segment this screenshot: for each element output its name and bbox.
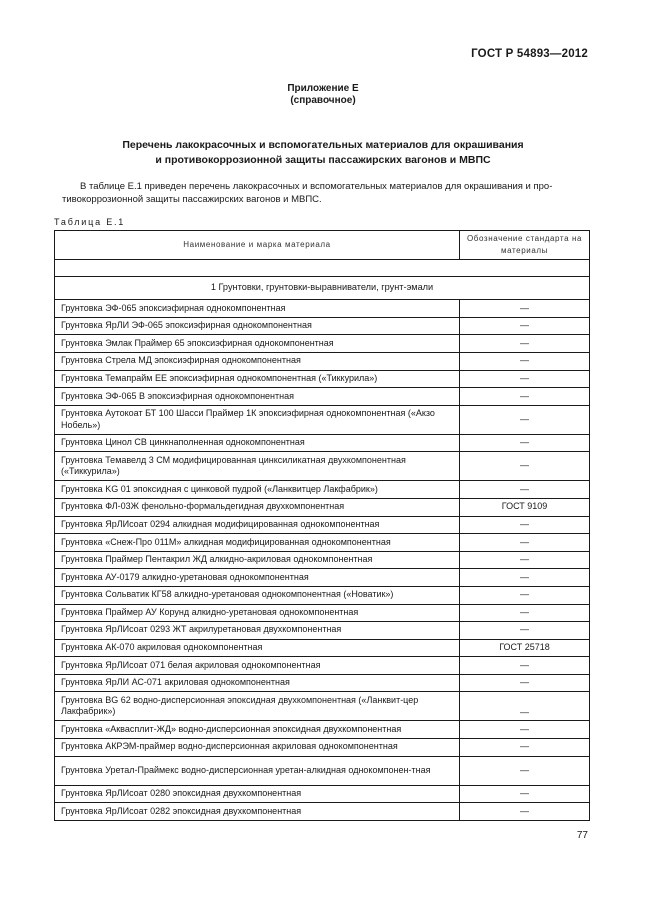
table-row [55, 452, 590, 481]
material-name-cell: Грунтовка Стрела МД эпоксиэфирная однокомпонентная [55, 352, 460, 370]
standard-cell: — [460, 803, 590, 821]
standard-code: ГОСТ Р 54893—2012 [471, 48, 588, 60]
header-material-name: Наименование и марка материала [55, 231, 460, 260]
material-name-cell: Грунтовка АУ-0179 алкидно-уретановая однокомпонентная [55, 569, 460, 587]
table-row [55, 481, 590, 499]
standard-cell: — [460, 481, 590, 499]
table-row [55, 551, 590, 569]
material-name-cell: Грунтовка «Аквасплит-ЖД» водно-дисперсионная эпоксидная двухкомпонентная [55, 721, 460, 739]
table-row [55, 516, 590, 534]
standard-cell: — [460, 674, 590, 692]
material-name-cell: Грунтовка KG 01 эпоксидная с цинковой пудрой («Ланквитцер Лакфабрик») [55, 481, 460, 499]
standard-cell: — [460, 785, 590, 803]
standard-cell: — [460, 551, 590, 569]
table-row [55, 692, 590, 721]
table-row [55, 586, 590, 604]
table-row [55, 785, 590, 803]
appendix-subtitle: (справочное) [290, 95, 356, 106]
table-row [55, 434, 590, 452]
standard-cell: — [460, 317, 590, 335]
material-name-cell: Грунтовка Цинол СВ цинкнаполненная однокомпонентная [55, 434, 460, 452]
material-name-cell: Грунтовка ЯрЛИ АС-071 акриловая однокомпонентная [55, 674, 460, 692]
standard-cell: ГОСТ 9109 [460, 498, 590, 516]
table-row [55, 639, 590, 657]
standard-cell: — [460, 370, 590, 388]
material-name-cell: Грунтовка Темапрайм ЕЕ эпоксиэфирная однокомпонентная («Тиккурила») [55, 370, 460, 388]
table-row [55, 756, 590, 785]
standard-cell: — [460, 569, 590, 587]
material-name-cell: Грунтовка Праймер АУ Корунд алкидно-уретановая однокомпонентная [55, 604, 460, 622]
standard-cell: ГОСТ 25718 [460, 639, 590, 657]
materials-table [54, 230, 590, 821]
table-row [55, 569, 590, 587]
standard-cell: — [460, 756, 590, 785]
table-row [55, 721, 590, 739]
material-name-cell: Грунтовка АКРЭМ-праймер водно-дисперсионная акриловая однокомпонентная [55, 739, 460, 757]
table-row [55, 657, 590, 675]
standard-cell: — [460, 352, 590, 370]
material-name-cell: Грунтовка ЯрЛИсоат 0280 эпоксидная двухкомпонентная [55, 785, 460, 803]
intro-paragraph-line-1: В таблице Е.1 приведен перечень лакокрасочных и вспомогательных материалов для окрашивания и про- [80, 181, 553, 192]
table-row [55, 300, 590, 318]
material-name-cell: Грунтовка Праймер Пентакрил ЖД алкидно-акриловая однокомпонентная [55, 551, 460, 569]
standard-cell: — [460, 388, 590, 406]
table-row [55, 739, 590, 757]
material-name-cell: Грунтовка Аутокоат БТ 100 Шасси Праймер 1К эпоксиэфирная однокомпонентная («Акзо Нобель») [55, 405, 460, 434]
standard-cell: — [460, 692, 590, 721]
material-name-cell: Грунтовка «Снеж-Про 011М» алкидная модифицированная однокомпонентная [55, 534, 460, 552]
table-row [55, 604, 590, 622]
table-row [55, 803, 590, 821]
standard-cell: — [460, 405, 590, 434]
material-name-cell: Грунтовка BG 62 водно-дисперсионная эпоксидная двухкомпонентная («Ланквит-цер Лакфабрик») [55, 692, 460, 721]
table-row [55, 335, 590, 353]
table-row [55, 352, 590, 370]
standard-cell: — [460, 604, 590, 622]
table-row [55, 622, 590, 640]
table-header-row [55, 231, 590, 260]
page-number: 77 [576, 830, 588, 841]
document-title-line-1: Перечень лакокрасочных и вспомогательных материалов для окрашивания [122, 139, 524, 151]
material-name-cell: Грунтовка Темавелд 3 СМ модифицированная цинксиликатная двухкомпонентная («Тиккурила») [55, 452, 460, 481]
table-row [55, 498, 590, 516]
document-title-line-2: и противокоррозионной защиты пассажирских вагонов и МВПС [155, 154, 491, 166]
standard-cell: — [460, 452, 590, 481]
table-section-row [55, 277, 590, 300]
material-name-cell: Грунтовка Уретал-Праймекс водно-дисперсионная уретан-алкидная однокомпонен-тная [55, 756, 460, 785]
table-row [55, 388, 590, 406]
table-caption: Таблица Е.1 [54, 217, 126, 227]
standard-cell: — [460, 721, 590, 739]
material-name-cell: Грунтовка ЯрЛИсоат 0282 эпоксидная двухкомпонентная [55, 803, 460, 821]
section-title: 1 Грунтовки, грунтовки-выравниватели, грунт-эмали [55, 277, 590, 300]
material-name-cell: Грунтовка ЭФ-065 В эпоксиэфирная однокомпонентная [55, 388, 460, 406]
material-name-cell: Грунтовка ЯрЛИсоат 0293 ЖТ акрилуретановая двухкомпонентная [55, 622, 460, 640]
table-row [55, 674, 590, 692]
appendix-title: Приложение Е [287, 83, 359, 94]
material-name-cell: Грунтовка ФЛ-03Ж фенольно-формальдегидная двухкомпонентная [55, 498, 460, 516]
standard-cell: — [460, 300, 590, 318]
standard-cell: — [460, 534, 590, 552]
table-body [55, 259, 590, 820]
standard-cell: — [460, 335, 590, 353]
material-name-cell: Грунтовка Эмлак Праймер 65 эпоксиэфирная однокомпонентная [55, 335, 460, 353]
standard-cell: — [460, 657, 590, 675]
material-name-cell: Грунтовка Сольватик КГ58 алкидно-уретановая однокомпонентная («Новатик») [55, 586, 460, 604]
standard-cell: — [460, 739, 590, 757]
table-row [55, 317, 590, 335]
material-name-cell: Грунтовка ЭФ-065 эпоксиэфирная однокомпонентная [55, 300, 460, 318]
intro-paragraph-line-2: тивокоррозионной защиты пассажирских вагонов и МВПС. [62, 194, 322, 205]
standard-cell: — [460, 622, 590, 640]
standard-cell: — [460, 586, 590, 604]
material-name-cell: Грунтовка АК-070 акриловая однокомпонентная [55, 639, 460, 657]
standard-cell: — [460, 434, 590, 452]
material-name-cell: Грунтовка ЯрЛИ ЭФ-065 эпоксиэфирная однокомпонентная [55, 317, 460, 335]
table-row [55, 405, 590, 434]
standard-cell: — [460, 516, 590, 534]
header-standard: Обозначение стандарта на материалы [460, 231, 590, 260]
table-row [55, 370, 590, 388]
table-spacer-row [55, 259, 590, 277]
material-name-cell: Грунтовка ЯрЛИсоат 0294 алкидная модифицированная однокомпонентная [55, 516, 460, 534]
table-row [55, 534, 590, 552]
material-name-cell: Грунтовка ЯрЛИсоат 071 белая акриловая однокомпонентная [55, 657, 460, 675]
